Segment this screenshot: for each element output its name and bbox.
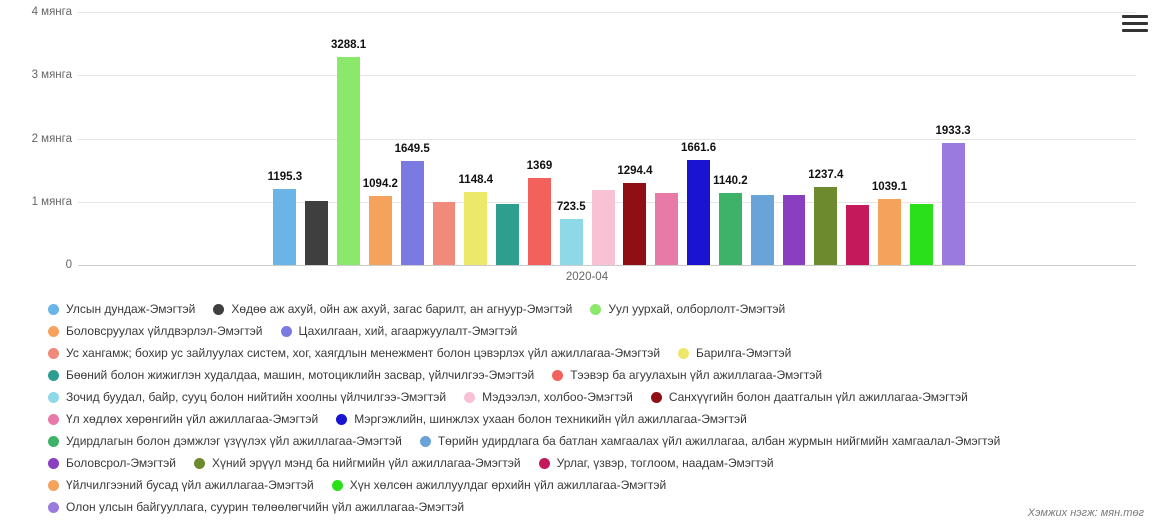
legend-label: Тээвэр ба агуулахын үйл ажиллагаа-Эмэгтэй (570, 368, 823, 382)
measurement-unit-note: Хэмжих нэгж: мян.төг (1027, 507, 1144, 519)
legend-item[interactable] (48, 430, 402, 452)
bar-fill (592, 190, 615, 265)
y-axis-tick-label: 2 мянга (31, 132, 72, 145)
legend-color-dot (281, 326, 292, 337)
bar-value-label: 1094.2 (362, 177, 398, 190)
bar[interactable] (369, 196, 392, 265)
bar[interactable] (878, 199, 901, 265)
legend-label: Хүний эрүүл мэнд ба нийгмийн үйл ажиллагаа-Эмэгтэй (211, 456, 521, 470)
legend-item[interactable] (590, 298, 785, 320)
bar-value-label: 1369 (526, 160, 553, 173)
legend-label: Бөөний болон жижиглэн худалдаа, машин, мотоциклийн засвар, үйлчилгээ-Эмэгтэй (66, 368, 535, 382)
bar-fill (337, 57, 360, 265)
legend-label: Олон улсын байгууллага, суурин төлөөлөгчийн үйл ажиллагаа-Эмэгтэй (66, 500, 465, 514)
bar-fill (719, 193, 742, 265)
legend-color-dot (420, 436, 431, 447)
legend-label: Санхүүгийн болон даатгалын үйл ажиллагаа-Эмэгтэй (668, 390, 968, 404)
legend-item[interactable] (552, 364, 822, 386)
legend-item[interactable] (194, 452, 521, 474)
legend-label: Төрийн удирдлага ба батлан хамгаалах үйл ажиллагаа, албан журмын нийгмийн хамгаалал-Эмэгтэй (437, 434, 1001, 448)
legend-label: Үйлчилгээний бусад үйл ажиллагаа-Эмэгтэй (66, 478, 314, 492)
legend-label: Мэдээлэл, холбоо-Эмэгтэй (482, 390, 633, 404)
x-axis-line (78, 265, 1136, 266)
bar[interactable] (464, 192, 487, 265)
bar[interactable] (655, 193, 678, 265)
bar[interactable] (751, 195, 774, 265)
bar-value-label: 1140.2 (713, 174, 748, 187)
legend-row (48, 408, 1138, 430)
legend-label: Цахилгаан, хий, агааржуулалт-Эмэгтэй (298, 324, 518, 338)
legend-color-dot (464, 392, 475, 403)
legend-color-dot (332, 480, 343, 491)
legend-label: Боловсруулах үйлдвэрлэл-Эмэгтэй (66, 324, 263, 338)
bar-value-label: 1195.3 (267, 171, 303, 184)
legend-color-dot (48, 392, 59, 403)
legend-color-dot (48, 326, 59, 337)
bar[interactable] (305, 201, 328, 266)
x-axis-label: 2020-04 (565, 271, 609, 283)
bar[interactable] (496, 204, 519, 265)
legend-item[interactable] (48, 364, 534, 386)
legend-item[interactable] (464, 386, 633, 408)
legend-color-dot (48, 348, 59, 359)
bar-fill (910, 204, 933, 265)
bar-fill (560, 219, 583, 265)
bar[interactable] (592, 190, 615, 265)
bar-fill (369, 196, 392, 265)
legend-item[interactable] (651, 386, 968, 408)
legend-label: Уул уурхай, олборлолт-Эмэгтэй (608, 302, 786, 316)
bar-value-label: 1039.1 (871, 181, 908, 194)
legend-item[interactable] (48, 408, 318, 430)
bar[interactable] (433, 202, 456, 265)
legend-item[interactable] (48, 496, 464, 518)
bar-value-label: 1933.3 (935, 124, 971, 137)
bar[interactable] (719, 193, 742, 265)
bar-fill (305, 201, 328, 266)
bar[interactable] (560, 219, 583, 265)
legend-item[interactable] (332, 474, 667, 496)
legend-label: Барилга-Эмэгтэй (696, 346, 792, 360)
legend-label: Мэргэжлийн, шинжлэх ухаан болон техникийн үйл ажиллагаа-Эмэгтэй (354, 412, 747, 426)
legend-color-dot (48, 370, 59, 381)
legend-row (48, 452, 1138, 474)
legend-row (48, 386, 1138, 408)
legend-color-dot (539, 458, 550, 469)
bar-value-label: 1649.5 (394, 142, 430, 155)
legend-color-dot (48, 304, 59, 315)
bar-fill (655, 193, 678, 265)
legend-color-dot (336, 414, 347, 425)
legend-color-dot (194, 458, 205, 469)
bar-fill (401, 161, 424, 265)
y-axis-tick-label: 1 мянга (31, 195, 72, 208)
bar[interactable] (942, 143, 965, 265)
bar-fill (942, 143, 965, 265)
y-axis-tick-label: 4 мянга (31, 6, 72, 18)
bar-series (78, 0, 1136, 265)
legend-item[interactable] (48, 342, 660, 364)
bar-value-label: 1661.6 (680, 141, 717, 154)
legend-item[interactable] (48, 452, 176, 474)
bar[interactable] (401, 161, 424, 265)
y-axis-tick-label: 0 (65, 259, 72, 271)
bar[interactable] (337, 57, 360, 265)
bar[interactable] (910, 204, 933, 265)
chart-legend (48, 298, 1138, 518)
bar[interactable] (783, 195, 806, 265)
legend-label: Үл хөдлөх хөрөнгийн үйл ажиллагаа-Эмэгтэй (66, 412, 319, 426)
bar-fill (528, 178, 551, 265)
legend-row (48, 430, 1138, 452)
bar-value-label: 1148.4 (458, 174, 494, 187)
bar-fill (433, 202, 456, 265)
legend-color-dot (48, 414, 59, 425)
legend-label: Боловсрол-Эмэгтэй (66, 456, 176, 470)
legend-row (48, 364, 1138, 386)
legend-label: Удирдлагын болон дэмжлэг үзүүлэх үйл ажиллагаа-Эмэгтэй (66, 434, 402, 448)
legend-label: Хөдөө аж ахуй, ойн аж ахуй, загас барилт, ан агнуур-Эмэгтэй (231, 302, 573, 316)
legend-item[interactable] (420, 430, 1001, 452)
legend-item[interactable] (48, 386, 446, 408)
bar-fill (273, 189, 296, 265)
legend-row (48, 474, 1138, 496)
bar-fill (783, 195, 806, 265)
legend-label: Урлаг, үзвэр, тоглоом, наадам-Эмэгтэй (556, 456, 774, 470)
legend-row (48, 342, 1138, 364)
bar[interactable] (687, 160, 710, 265)
bar-value-label: 1294.4 (617, 165, 653, 178)
legend-item[interactable] (336, 408, 747, 430)
legend-color-dot (651, 392, 662, 403)
bar[interactable] (623, 183, 646, 265)
bar-fill (751, 195, 774, 265)
bar[interactable] (273, 189, 296, 265)
legend-label: Улсын дундаж-Эмэгтэй (66, 302, 196, 316)
legend-label: Хүн хөлсөн ажиллуулдаг өрхийн үйл ажиллагаа-Эмэгтэй (349, 478, 667, 492)
bar-fill (846, 205, 869, 265)
bar-fill (464, 192, 487, 265)
legend-label: Ус хангамж; бохир ус зайлуулах систем, хог, хаягдлын менежмент болон цэвэрлэх үйл ажиллагаа-Эмэгтэй (66, 346, 661, 360)
legend-item[interactable] (281, 320, 518, 342)
bar[interactable] (528, 178, 551, 265)
legend-row (48, 298, 1138, 320)
bar[interactable] (814, 187, 837, 265)
legend-color-dot (48, 502, 59, 513)
bar-fill (496, 204, 519, 265)
legend-color-dot (48, 480, 59, 491)
legend-row (48, 320, 1138, 342)
legend-color-dot (678, 348, 689, 359)
bar-value-label: 723.5 (556, 201, 586, 214)
legend-item[interactable] (48, 474, 314, 496)
legend-row (48, 496, 1138, 518)
legend-item[interactable] (539, 452, 774, 474)
legend-color-dot (48, 436, 59, 447)
bar-fill (814, 187, 837, 265)
legend-color-dot (590, 304, 601, 315)
bar-value-label: 1237.4 (808, 168, 844, 181)
y-axis-tick-label: 3 мянга (31, 69, 72, 82)
bar-fill (878, 199, 901, 265)
legend-item[interactable] (213, 298, 572, 320)
legend-item[interactable] (48, 320, 263, 342)
legend-color-dot (552, 370, 563, 381)
bar[interactable] (846, 205, 869, 265)
legend-color-dot (48, 458, 59, 469)
legend-label: Зочид буудал, байр, сууц болон нийтийн хоолны үйлчилгээ-Эмэгтэй (66, 390, 447, 404)
legend-item[interactable] (678, 342, 791, 364)
legend-color-dot (213, 304, 224, 315)
bar-value-label: 3288.1 (330, 39, 367, 52)
bar-fill (687, 160, 710, 265)
bar-fill (623, 183, 646, 265)
legend-item[interactable] (48, 298, 195, 320)
